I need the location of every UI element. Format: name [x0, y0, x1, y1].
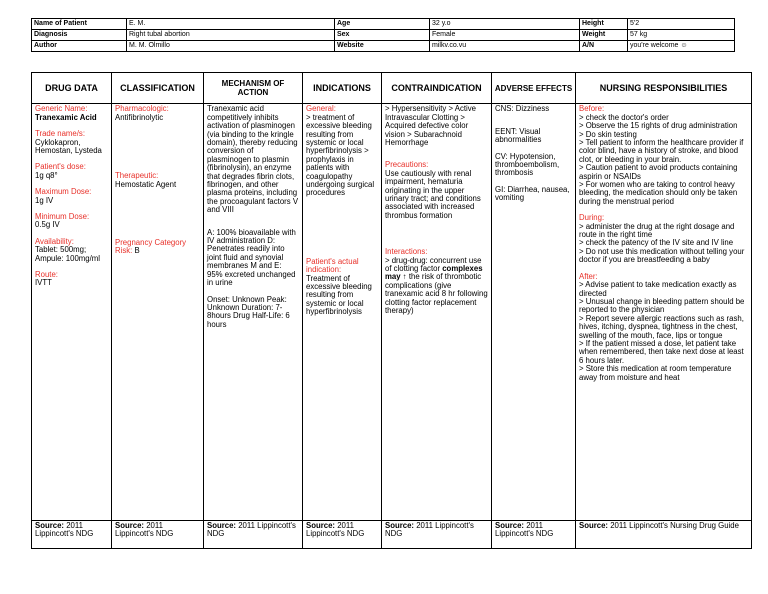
onset-text: Onset: Unknown Peak: Unknown Duration: 7-8hours Drug Half-Life: 6 hours: [207, 294, 290, 329]
mechanism-cell: [204, 104, 303, 520]
indications-cell: [303, 104, 382, 520]
source-label: Source:: [35, 520, 65, 530]
height-label: Height: [580, 19, 628, 30]
name-value: E. M.: [127, 19, 335, 30]
an-label: A/N: [580, 41, 628, 52]
after-item: > Unusual change in bleeding pattern should be reported to the physician: [579, 296, 747, 315]
patient-dose-label: Patient's dose:: [35, 162, 86, 172]
header-row-author: [32, 41, 735, 52]
contraindication-list: > Hypersensitivity > Active Intravascular Clotting > Acquired defective color vision > Subarachnoid Hemorrhage: [385, 104, 477, 148]
precautions-label: Precautions:: [385, 160, 429, 170]
drug-data-cell: [32, 104, 112, 520]
source-label: Source:: [385, 520, 415, 530]
age-value: 32 y.o: [430, 19, 580, 30]
pharmacologic-label: Pharmacologic:: [115, 104, 169, 114]
source-value: 2011 Lippincott's Nursing Drug Guide: [610, 520, 739, 530]
route-value: IVTT: [35, 278, 52, 288]
source-value: 2011 Lippincott's NDG: [115, 520, 174, 539]
col-indications: INDICATIONS: [303, 73, 382, 104]
mechanism-text: Tranexamic acid competitively inhibits activation of plasminogen (via binding to the kringle domain), thereby reducing conversion of plasminogen to plasmin (fibrinolysin), an enzyme that degrades fibrin clots, fibrinogen, and other plasma proteins, including the procoagulant factors V and VIII: [207, 104, 299, 215]
after-label: After:: [579, 271, 598, 281]
after-item: > Report severe allergic reactions such as rash, hives, itching, dyspnea, tightness in the chest, swelling of the mouth, face, lips or tongue: [579, 313, 747, 340]
column-header-row: [32, 73, 752, 104]
classification-cell: [112, 104, 204, 520]
col-mechanism: MECHANISM OF ACTION: [204, 73, 303, 104]
before-item: > For women who are taking to control heavy bleeding, the medication should only be taken during the menstrual period: [579, 180, 740, 206]
patient-header-table: [31, 18, 735, 52]
weight-label: Weight: [580, 30, 628, 41]
interactions-post: ↑ the risk of thrombotic complications (give tranexamic acid 8 hr following clotting factor replacement therapy): [385, 272, 488, 316]
col-drug-data: DRUG DATA: [32, 73, 112, 104]
pregnancy-value: B: [134, 246, 140, 256]
diagnosis-value: Right tubal abortion: [127, 30, 335, 41]
source-label: Source:: [306, 520, 336, 530]
before-label: Before:: [579, 104, 605, 114]
author-label: Author: [32, 41, 127, 52]
adverse-effects-cell: [492, 104, 576, 520]
source-cell: [576, 520, 752, 548]
source-cell: [382, 520, 492, 548]
source-cell: [303, 520, 382, 548]
source-label: Source:: [495, 520, 525, 530]
source-cell: [204, 520, 303, 548]
interactions-bold: complexes may: [385, 264, 483, 282]
weight-value: 57 kg: [628, 30, 735, 41]
during-item: > administer the drug at the right dosage and route in the right time: [579, 221, 737, 240]
availability-value: Tablet: 500mg; Ampule: 100mg/ml: [35, 245, 101, 263]
sex-value: Female: [430, 30, 580, 41]
during-label: During:: [579, 213, 605, 223]
during-item: > Do not use this medication without telling your doctor if you are breastfeeding a baby: [579, 246, 747, 265]
sex-label: Sex: [335, 30, 430, 41]
adverse-cns: CNS: Dizziness: [495, 104, 550, 114]
precautions-value: Use cautiously with renal impairment, hematuria originating in the upper urinary tract; and conditions associated with increased thrombus formation: [385, 168, 481, 220]
generic-name-label: Generic Name:: [35, 104, 88, 114]
adverse-eent: EENT: Visual abnormalities: [495, 126, 542, 145]
source-value: 2011 Lippincott's NDG: [385, 520, 474, 539]
website-value: milkv.co.vu: [430, 41, 580, 52]
before-item: > Tell patient to inform the healthcare provider if color blind, have a history of stroke, and blood clot, or bleeding in your brain.: [579, 138, 746, 164]
adverse-gi: GI: Diarrhea, nausea, vomiting: [495, 184, 570, 203]
therapeutic-label: Therapeutic:: [115, 171, 159, 181]
drug-study-table: [31, 72, 752, 549]
name-label: Name of Patient: [32, 19, 127, 30]
source-value: 2011 Lippincott's NDG: [207, 520, 296, 539]
source-cell: [492, 520, 576, 548]
an-value: you're welcome ☺: [628, 41, 735, 52]
author-value: M. M. Olmillo: [127, 41, 335, 52]
actual-indication-label: Patient's actual indication:: [306, 256, 359, 275]
after-item: > Store this medication at room temperature away from moisture and heat: [579, 364, 734, 382]
before-item: > Observe the 15 rights of drug administration: [579, 121, 738, 131]
col-nursing: NURSING RESPONSIBILITIES: [576, 73, 752, 104]
source-value: 2011 Lippincott's NDG: [35, 520, 94, 539]
nursing-cell: [576, 104, 752, 520]
trade-name-value: Cyklokapron, Hemostan, Lysteda: [35, 137, 102, 156]
header-row-diagnosis: [32, 30, 735, 41]
col-contraindication: CONTRAINDICATION: [382, 73, 492, 104]
before-item: > Do skin testing: [579, 129, 637, 139]
pregnancy-label: Pregnancy Category Risk:: [115, 238, 187, 256]
interactions-label: Interactions:: [385, 247, 428, 257]
source-label: Source:: [579, 520, 609, 530]
min-dose-value: 0.5g IV: [35, 220, 60, 230]
during-item: > check the patency of the IV site and IV line: [579, 238, 734, 248]
age-label: Age: [335, 19, 430, 30]
header-row-name: [32, 19, 735, 30]
general-value: > treatment of excessive bleeding resulting from systemic or local hyperfibrinolysis > prophylaxis in patients with coagulopathy undergoing surgical procedures: [306, 112, 375, 198]
therapeutic-value: Hemostatic Agent: [115, 179, 177, 189]
trade-name-label: Trade name/s:: [35, 129, 85, 139]
source-value: 2011 Lippincott's NDG: [306, 520, 365, 539]
before-item: > Caution patient to avoid products containing aspirin or NSAIDs: [579, 163, 740, 181]
source-row: [32, 520, 752, 548]
pharmacologic-value: Antifibrinolytic: [115, 112, 164, 122]
route-label: Route:: [35, 270, 58, 280]
max-dose-label: Maximum Dose:: [35, 187, 92, 197]
adverse-cv: CV: Hypotension, thromboembolism, thrombosis: [495, 151, 560, 178]
patient-dose-value: 1g q8°: [35, 170, 58, 180]
height-value: 5'2: [628, 19, 735, 30]
source-label: Source:: [115, 520, 145, 530]
drug-body-row: [32, 104, 752, 520]
after-item: > If the patient missed a dose, let patient take when remembered, then take next dose at least 6 hours later.: [579, 338, 746, 365]
max-dose-value: 1g IV: [35, 195, 54, 205]
before-item: > check the doctor's order: [579, 112, 669, 122]
general-label: General:: [306, 104, 336, 114]
availability-label: Availability:: [35, 236, 74, 246]
source-label: Source:: [207, 520, 237, 530]
source-value: 2011 Lippincott's NDG: [495, 520, 554, 539]
generic-name-value: Tranexamic Acid: [35, 112, 97, 122]
col-adverse-effects: ADVERSE EFFECTS: [492, 73, 576, 104]
contraindication-cell: [382, 104, 492, 520]
pharmacokinetics-text: A: 100% bioavailable with IV administration D: Penetrates readily into joint fluid and synovial membranes M and E: 95% excreted unchanged in urine: [207, 227, 296, 288]
website-label: Website: [335, 41, 430, 52]
diagnosis-label: Diagnosis: [32, 30, 127, 41]
col-classification: CLASSIFICATION: [112, 73, 204, 104]
after-item: > Advise patient to take medication exactly as directed: [579, 280, 739, 298]
source-cell: [112, 520, 204, 548]
interactions-pre: > drug-drug: concurrent use of clotting factor: [385, 255, 482, 274]
source-cell: [32, 520, 112, 548]
min-dose-label: Minimum Dose:: [35, 212, 90, 222]
actual-indication-value: Treatment of excessive bleeding resulting from systemic or local hyperfibrinolysis: [306, 273, 372, 317]
